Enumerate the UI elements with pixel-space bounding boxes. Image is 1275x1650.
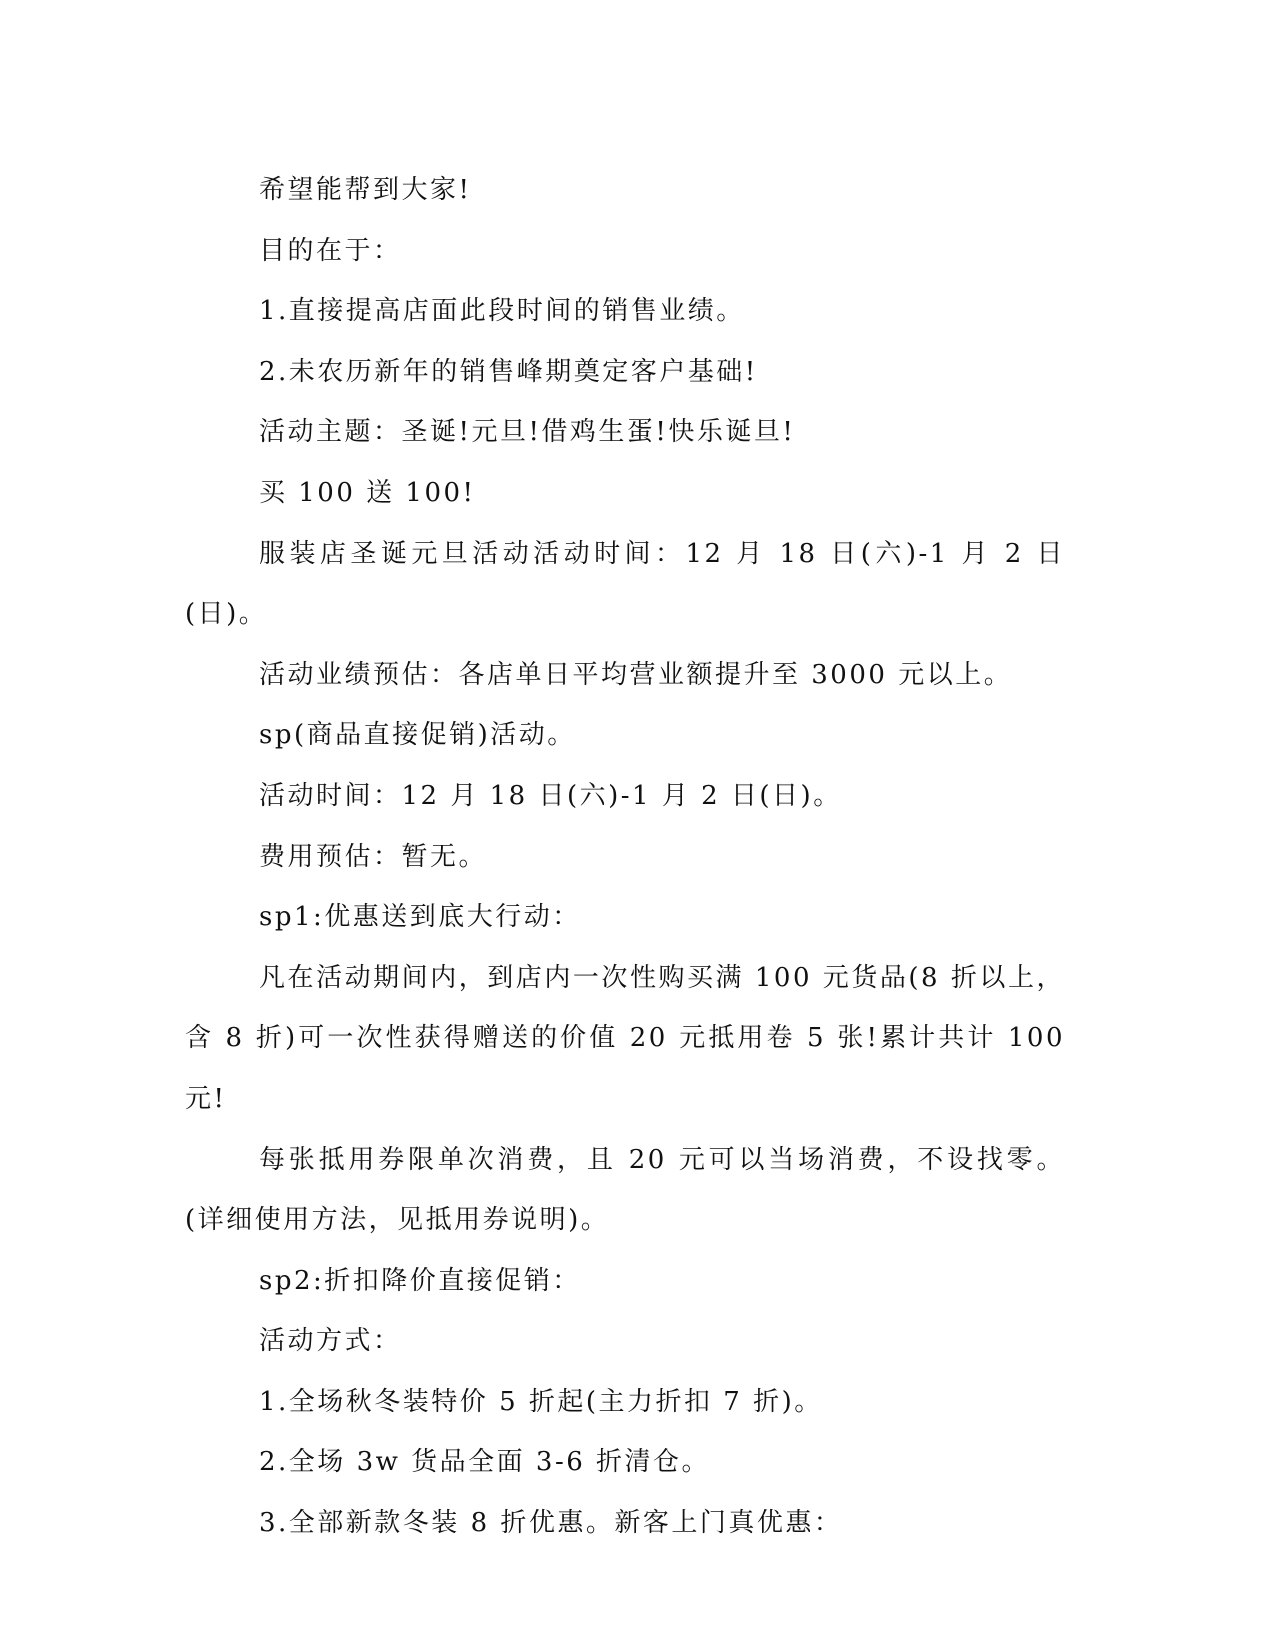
paragraph-method-item-3: 3.全部新款冬装 8 折优惠。新客上门真优惠： (259, 1508, 843, 1539)
paragraph-purpose-item-1: 1.直接提高店面此段时间的销售业绩。 (259, 296, 745, 327)
document-body (185, 160, 1065, 1554)
paragraph-sp1-heading: sp1:优惠送到底大行动： (259, 902, 581, 933)
paragraph-event-time: 服装店圣诞元旦活动活动时间：12 月 18 日(六)-1 月 2 日(日)。 (185, 538, 1065, 630)
paragraph-method-heading: 活动方式： (259, 1326, 402, 1357)
paragraph-activity-theme: 活动主题：圣诞!元旦!借鸡生蛋!快乐诞旦! (259, 417, 796, 448)
paragraph-cost-estimate: 费用预估：暂无。 (259, 841, 488, 872)
paragraph-sp1-details: 凡在活动期间内，到店内一次性购买满 100 元货品(8 折以上，含 8 折)可一次性获得赠送的价值 20 元抵用卷 5 张!累计共计 100 元! (185, 962, 1065, 1114)
paragraph-purpose-item-2: 2.未农历新年的销售峰期奠定客户基础! (259, 356, 758, 387)
paragraph-activity-time: 活动时间：12 月 18 日(六)-1 月 2 日(日)。 (259, 780, 842, 811)
paragraph-sp2-heading: sp2:折扣降价直接促销： (259, 1265, 581, 1296)
paragraph-sales-estimate: 活动业绩预估：各店单日平均营业额提升至 3000 元以上。 (259, 659, 1013, 690)
paragraph-purpose-heading: 目的在于： (259, 235, 402, 266)
paragraph-buy-get: 买 100 送 100! (259, 477, 476, 508)
paragraph-voucher-rules: 每张抵用券限单次消费，且 20 元可以当场消费，不设找零。(详细使用方法，见抵用券说明)。 (185, 1144, 1065, 1236)
paragraph-method-item-2: 2.全场 3w 货品全面 3-6 折清仓。 (259, 1447, 711, 1478)
paragraph-closing-wish: 希望能帮到大家! (259, 175, 472, 205)
paragraph-method-item-1: 1.全场秋冬装特价 5 折起(主力折扣 7 折)。 (259, 1386, 823, 1417)
paragraph-sp-activity: sp(商品直接促销)活动。 (259, 720, 576, 751)
